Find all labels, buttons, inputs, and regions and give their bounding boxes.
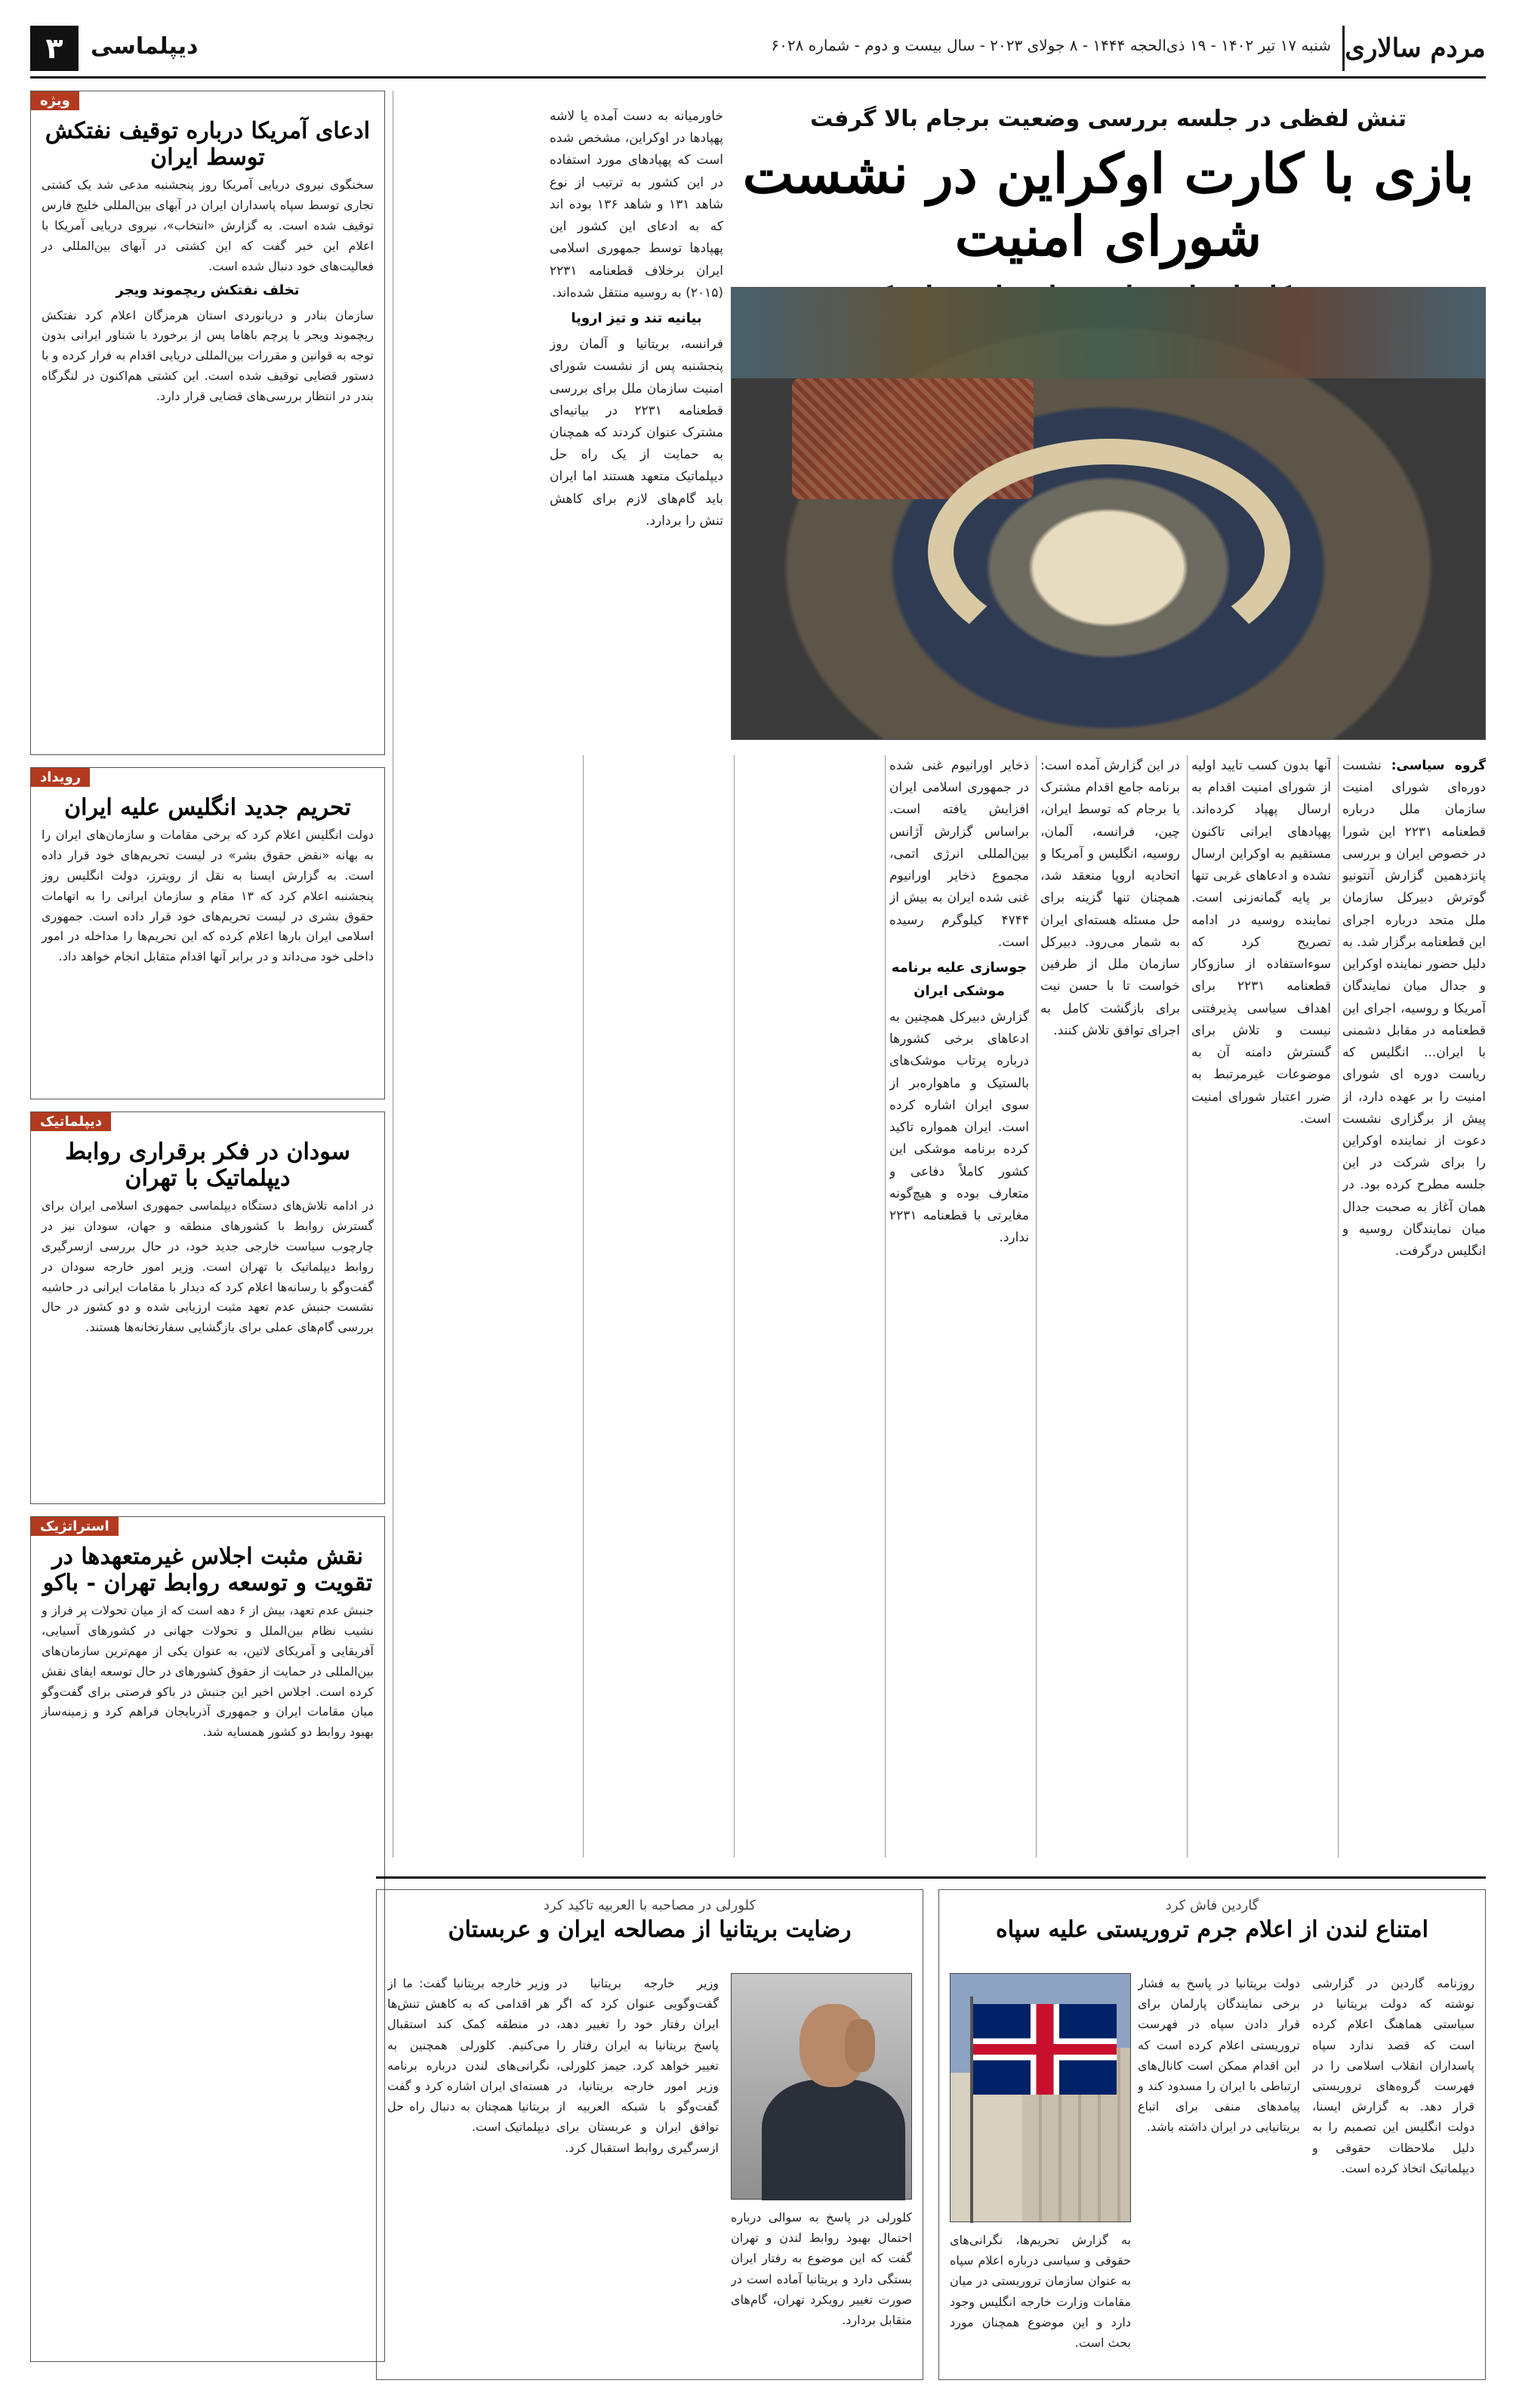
- box-title: امتناع لندن از اعلام جرم تروریستی علیه سپاه: [996, 1916, 1428, 1943]
- section-tag: ویژه: [31, 91, 79, 110]
- box-subtitle: تخلف نفتکش ریچموند ویجر: [116, 282, 300, 299]
- uk-sanctions-box: [30, 767, 385, 1099]
- column-rule: [1036, 755, 1037, 1858]
- box-body-text: سخنگوی نیروی دریایی آمریکا روز پنجشنبه مدعی شد یک کشتی تجاری توسط سپاه پاسداران ایران در آبهای بین‌المللی خلیج فارس توقیف شده است. به گزارش «انتخاب»، نیروی دریایی آمریکا با اعلام این خبر گفت که این کشتی در آبهای بین‌المللی در فعالیت‌های خود دنبال شده است.: [42, 177, 374, 273]
- box-title: سودان در فکر برقراری روابط دیپلماتیک با تهران: [65, 1139, 350, 1192]
- guardian-irgc-box: [938, 1889, 1486, 2380]
- lead-column-3: [1040, 755, 1180, 1858]
- box-body-col-3: به گزارش تحریم‌ها، نگرانی‌های حقوقی و سیاسی درباره اعلام سپاه به عنوان سازمان تروریستی در میان مقامات وزارت خارجه انگلیس وجود دارد و این موضوع همچنان مورد بحث است.: [950, 2233, 1131, 2350]
- box-body-col-1: روزنامه گاردین در گزارشی نوشته که دولت بریتانیا در سیاستی هماهنگ اعلام کرده است که قصد ندارد سپاه پاسداران انقلاب اسلامی را در فهرست گروه‌های تروریستی قرار دهد. به گزارش ایسنا، دولت انگلیس این تصمیم را به دلیل ملاحظات حقوقی و دیپلماتیک اتخاذ کرده است.: [1312, 1976, 1474, 2175]
- missile-subtitle: جوسازی علیه برنامه موشکی ایران: [891, 960, 1028, 1000]
- portrait-suit: [762, 2080, 905, 2200]
- box-body-col-2: وزیر خارجه بریتانیا گفت: ما از هر اقدامی که به کاهش تنش‌ها در منطقه کمک کند استقبال می‌کنیم. کلورلی همچنین به نگرانی‌های لندن درباره برنامه هسته‌ای ایران اشاره کرد و گفت بریتانیا همچنان به دنبال راه حل دیپلماتیک است.: [387, 1976, 550, 2135]
- lead-column-5-cont: فرانسه، بریتانیا و آلمان روز پنجشنبه پس از نشست شورای امنیت سازمان ملل برای بررسی قطعنامه ۲۲۳۱ در بیانیه‌ای مشترک عنوان کردند که همچنان به حمایت از یک راه حل دیپلماتیک متعهد هستند اما ایران باید گام‌های لازم برای کاهش تنش را بردارد.: [550, 337, 723, 529]
- lead-kicker: تنش لفظی در جلسه بررسی وضعیت برجام بالا گرفت: [810, 106, 1407, 132]
- lead-story-header: [731, 106, 1486, 308]
- lead-column-1: [1342, 755, 1486, 1858]
- lead-column-4: [889, 755, 1029, 1858]
- box-kicker: گاردین فاش کرد: [1165, 1898, 1259, 1913]
- lead-column-2-text: آنها بدون کسب تایید اولیه از شورای امنیت اقدام به ارسال پهپاد کرده‌اند. پهپادهای ایرانی تاکنون مستقیم به اوکراین ارسال نشده و ادعاهای غربی تنها بر پایه گمانه‌زنی است. نماینده روسیه در ادامه تصریح کرد که سوءاستفاده از سازوکار قطعنامه ۲۲۳۱ برای اهداف سیاسی پذیرفتنی نیست و تلاش برای گسترش دامنه آن به موضوعات غیرمرتبط به ضرر اعتبار شورای امنیت است.: [1191, 758, 1331, 1127]
- chamber-mural: [732, 288, 1485, 378]
- lead-column-1-text: نشست دوره‌ای شورای امنیت سازمان ملل درباره قطعنامه ۲۲۳۱ این شورا در خصوص ایران و بررسی پانزدهمین گزارش آنتونیو گوترش دبیرکل سازمان ملل متحد درباره اجرای این قطعنامه برگزار شد. به دلیل حضور نماینده اوکراین و جدال میان نمایندگان آمریکا و روسیه، اجرای این قطعنامه در مقابل دشمنی با ایران... انگلیس که ریاست دوره ای شورای امنیت را بر عهده دارد، از پیش از برگزاری نشست دعوت از نماینده اوکراین را برای شرکت در این جلسه مطرح کرده بود. در همان آغاز به صحبت جدال میان نمایندگان روسیه و انگلیس درگرفت.: [1342, 758, 1486, 1259]
- sidebar: [30, 91, 385, 2374]
- column-rule: [1338, 755, 1339, 1858]
- section-tag: رویداد: [31, 768, 90, 787]
- column-rule: [1187, 755, 1188, 1858]
- lead-label: گروه سیاسی:: [1391, 758, 1486, 773]
- uk-flag-photo: [950, 1973, 1131, 2222]
- nam-summit-box: [30, 1516, 385, 2362]
- section-tag: دیپلماتیک: [31, 1112, 111, 1131]
- lead-column-5: [550, 106, 723, 1858]
- tanker-seizure-box: [30, 91, 385, 755]
- section-title: دیپلماسی: [91, 33, 199, 60]
- box-body-col-3: کلورلی در پاسخ به سوالی درباره احتمال بهبود روابط لندن و تهران گفت که این موضوع به رفتار ایران بستگی دارد و بریتانیا آماده است در صورت تغییر رویکرد تهران، گام‌های متقابل بردارد.: [731, 2210, 912, 2327]
- cleverly-portrait: [731, 1973, 912, 2200]
- date-line: شنبه ۱۷ تیر ۱۴۰۲ - ۱۹ ذی‌الحجه ۱۴۴۴ - ۸ جولای ۲۰۲۳ - سال بیست و دوم - شماره ۶۰۲۸: [771, 36, 1331, 54]
- section-tag: استراتژیک: [31, 1517, 119, 1536]
- sudan-relations-box: [30, 1112, 385, 1504]
- box-body: [31, 175, 384, 764]
- box-body: جنبش عدم تعهد، بیش از ۶ دهه است که از میان تحولات پر فراز و نشیب نظام بین‌الملل و تحولات جهانی در کشورهای آسیایی، آفریقایی و آمریکای لاتین، به عنوان یکی از مهم‌ترین سازمان‌های بین‌المللی در حمایت از حقوق کشورهای در حال توسعه ایفای نقش کرده است. اجلاس اخیر این جنبش در باکو فرصتی برای گفت‌وگو میان مقامات ایران و جمهوری آذربایجان فراهم کرد و زمینه‌ساز بهبود روابط دو کشور همسایه شد.: [42, 1603, 374, 1740]
- box-title: نقش مثبت اجلاس غیرمتعهدها در تقویت و توسعه روابط تهران - باکو: [42, 1543, 373, 1596]
- lead-column-4-cont: گزارش دبیرکل همچنین به ادعاهای برخی کشورها درباره پرتاب موشک‌های بالستیک و ماهواره‌بر از سوی ایران اشاره کرده است. ایران همواره تاکید کرده برنامه موشکی این کشور کاملاً دفاعی و متعارف بوده و هیچ‌گونه مغایرتی با قطعنامه ۲۲۳۱ ندارد.: [889, 1010, 1029, 1246]
- masthead: [30, 26, 1486, 79]
- council-table: [928, 439, 1290, 665]
- box-body-col-2: دولت بریتانیا در پاسخ به فشار برخی نمایندگان پارلمان برای قرار دادن سپاه در فهرست تروریستی اعلام کرده است که این اقدام ممکن است کانال‌های ارتباطی با ایران را مسدود کند و پیامدهای منفی برای اتباع بریتانیایی در ایران داشته باشد.: [1138, 1976, 1300, 2135]
- column-rule: [734, 755, 735, 1858]
- box-kicker: کلورلی در مصاحبه با العربیه تاکید کرد: [543, 1898, 756, 1913]
- box-body-col-1: وزیر خارجه بریتانیا در گفت‌وگویی عنوان کرد که اگر ایران رفتار خود را تغییر دهد، پاسخ بریتانیا به ایران رفتار را تغییر خواهد کرد. جیمز کلورلی، وزیر امور خارجه بریتانیا، در گفت‌وگو با شبکه العربیه از توافق ایران و عربستان برای ازسرگیری روابط استقبال کرد.: [556, 1976, 719, 2155]
- page-number: ۳: [30, 26, 79, 71]
- box-body-text-2: سازمان بنادر و دریانوردی استان هرمزگان اعلام کرد نفتکش ریچموند ویجر با پرچم باهاما پس از برخورد با شناور ایرانی بدون توجه به قوانین و مقررات بین‌المللی دریایی اقدام به فرار کرده و با دستور قضایی توقیف شده است. این کشتی هم‌اکنون در لنگرگاه بندر در انتظار بررسی‌های قضایی قرار دارد.: [42, 307, 374, 404]
- lead-headline: بازی با کارت اوکراین در نشست شورای امنیت: [742, 141, 1474, 268]
- lead-column-2: [1191, 755, 1331, 1858]
- column-rule: [885, 755, 886, 1858]
- box-title: رضایت بریتانیا از مصالحه ایران و عربستان: [448, 1916, 852, 1943]
- union-jack-icon: [973, 2004, 1117, 2095]
- lead-column-3-text: در این گزارش آمده است: برنامه جامع اقدام مشترک یا برجام که توسط ایران، چین، فرانسه، آلمان، روسیه، انگلیس و آمریکا و اتحادیه اروپا منعقد شد، همچنان تنها گزینه برای حل مسئله هسته‌ای ایران به شمار می‌رود. دبیرکل سازمان ملل از طرفین خواست تا با حسن نیت برای بازگشت کامل به اجرای توافق تلاش کنند.: [1040, 758, 1180, 1038]
- lead-column-5-text: خاورمیانه به دست آمده یا لاشه پهپادها در اوکراین، مشخص شده است که پهپادهای مورد استفاده در این کشور به ترتیب از نوع شاهد ۱۳۱ و شاهد ۱۳۶ بوده اند که به ادعای این کشور این پهپادها توسط جمهوری اسلامی ایران برخلاف قطعنامه ۲۲۳۱ (۲۰۱۵) به روسیه منتقل شده‌اند.: [550, 109, 723, 301]
- portrait-hand: [845, 2019, 875, 2072]
- box-body: دولت انگلیس اعلام کرد که برخی مقامات و سازمان‌های ایران را به بهانه «نقض حقوق بشر» در لیست تحریم‌های خود قرار داده است. به گزارش ایسنا به نقل از رویترز، دولت انگلیس روز پنجشنبه اعلام کرد که ۱۳ مقام و سازمان ایرانی را به اتهامات حقوق بشری در لیست تحریم‌های خود قرار داده است. جمهوری اسلامی ایران بارها اعلام کرده که این تحریم‌ها را مداخله در امور داخلی خود می‌داند و در برابر آنها اقدام متقابل انجام خواهد داد.: [42, 828, 374, 964]
- newspaper-logo: مردم سالاری: [1342, 26, 1486, 71]
- box-title: تحریم جدید انگلیس علیه ایران: [64, 794, 351, 821]
- bottom-strip: [376, 1876, 1486, 2390]
- box-title: ادعای آمریکا درباره توقیف نفتکش توسط ایران: [45, 118, 371, 171]
- cleverly-interview-box: [376, 1889, 923, 2380]
- security-council-photo: [731, 287, 1486, 740]
- lead-column-4-text: ذخایر اورانیوم غنی شده در جمهوری اسلامی ایران افزایش یافته است. براساس گزارش آژانس بین‌المللی انرژی اتمی، مجموع ذخایر اورانیوم غنی شده ایران به بیش از ۴۷۴۴ کیلوگرم رسیده است.: [889, 758, 1029, 950]
- box-body: در ادامه تلاش‌های دستگاه دیپلماسی جمهوری اسلامی ایران برای گسترش روابط با کشورهای منطقه و جهان، سودان نیز در چارچوب سیاست خارجی جدید خود، در حال بررسی ازسرگیری روابط دیپلماتیک با تهران است. وزیر امور خارجه سودان در گفت‌وگو با رسانه‌ها اعلام کرد که دیدار با مقامات ایرانی در حاشیه نشست جنبش عدم تعهد مثبت ارزیابی شده و دو کشور در حال بررسی گام‌های عملی برای بازگشایی سفارتخانه‌ها هستند.: [42, 1198, 374, 1335]
- europe-statement-subtitle: بیانیه تند و تیز اروپا: [571, 310, 702, 327]
